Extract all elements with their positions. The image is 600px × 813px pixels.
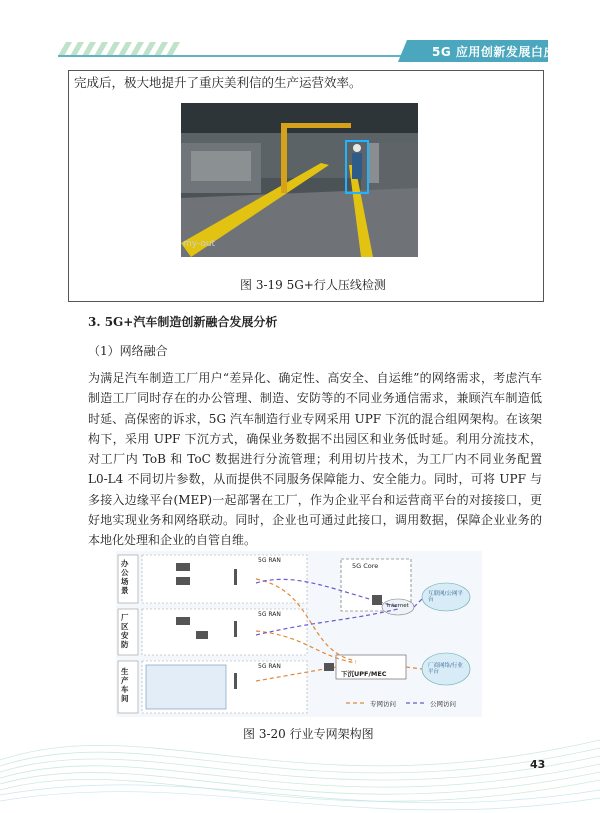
zone-label-office: 办公场景 [121,559,129,595]
network-architecture-diagram [116,551,482,717]
page-number: 43 [530,758,546,771]
zone-label-security: 厂区安防 [121,613,129,649]
decorative-wave [0,700,600,813]
core-label: 5G Core [352,562,379,570]
figure-3-19-caption: 图 3-19 5G+行人压线检测 [240,278,386,292]
ran-label-1: 5G RAN [258,557,281,564]
body-paragraph: 为满足汽车制造工厂用户“差异化、确定性、高安全、自运维”的网络需求，考虑汽车制造工厂同时存在的办公管理、制造、安防等的不同业务通信需求，兼顾汽车制造低时延、高保密的诉求，5G 汽车制造行业专网采用 UPF 下沉的混合组网架构。在该架构下，采用 UPF 下沉方式，确保业务数据不出园区和业务低时延。利用分流技术，对工厂内 ToB 和 ToC 数据进行分流管理；利用切片技术，为工厂内不同业务配置 L0-L4 不同切片参数，从而提供不同服务保障能力、安全能力。同时，可将 UPF 与多接入边缘平台(MEP)一起部署在工厂，作为企业平台和运营商平台的对接接口，更好地实现业务和网络联动。同时，企业也可通过此接口，调用数据，保障企业业务的本地化处理和企业的自管自维。 [88,371,542,548]
cloud-label-public: 互联网/公网平台 [428,591,463,603]
pedestrian-detection-photo [181,103,418,257]
figure-intro-text: 完成后，极大地提升了重庆美利信的生产运营效率。 [74,75,362,90]
ran-label-2: 5G RAN [258,611,281,618]
section-heading: 3. 5G+汽车制造创新融合发展分析 [88,315,278,329]
internet-label: Internet [387,603,409,609]
subsection-heading: （1）网络融合 [88,344,168,358]
photo-watermark: my-out [183,239,216,249]
zone-label-workshop: 生产车间 [121,667,129,703]
figure-3-20-caption: 图 3-20 行业专网架构图 [243,727,374,741]
legend-private: 专网访问 [370,700,396,708]
upf-label: 下沉UPF/MEC [341,670,387,678]
legend-public: 公网访问 [430,700,456,708]
header-stripes [58,42,398,56]
cloud-label-industry: 厂商网络/行业平台 [428,663,463,675]
header-title: 5G 应用创新发展白皮书 [432,45,569,59]
ran-label-3: 5G RAN [258,663,281,670]
factory-scene [181,103,418,257]
